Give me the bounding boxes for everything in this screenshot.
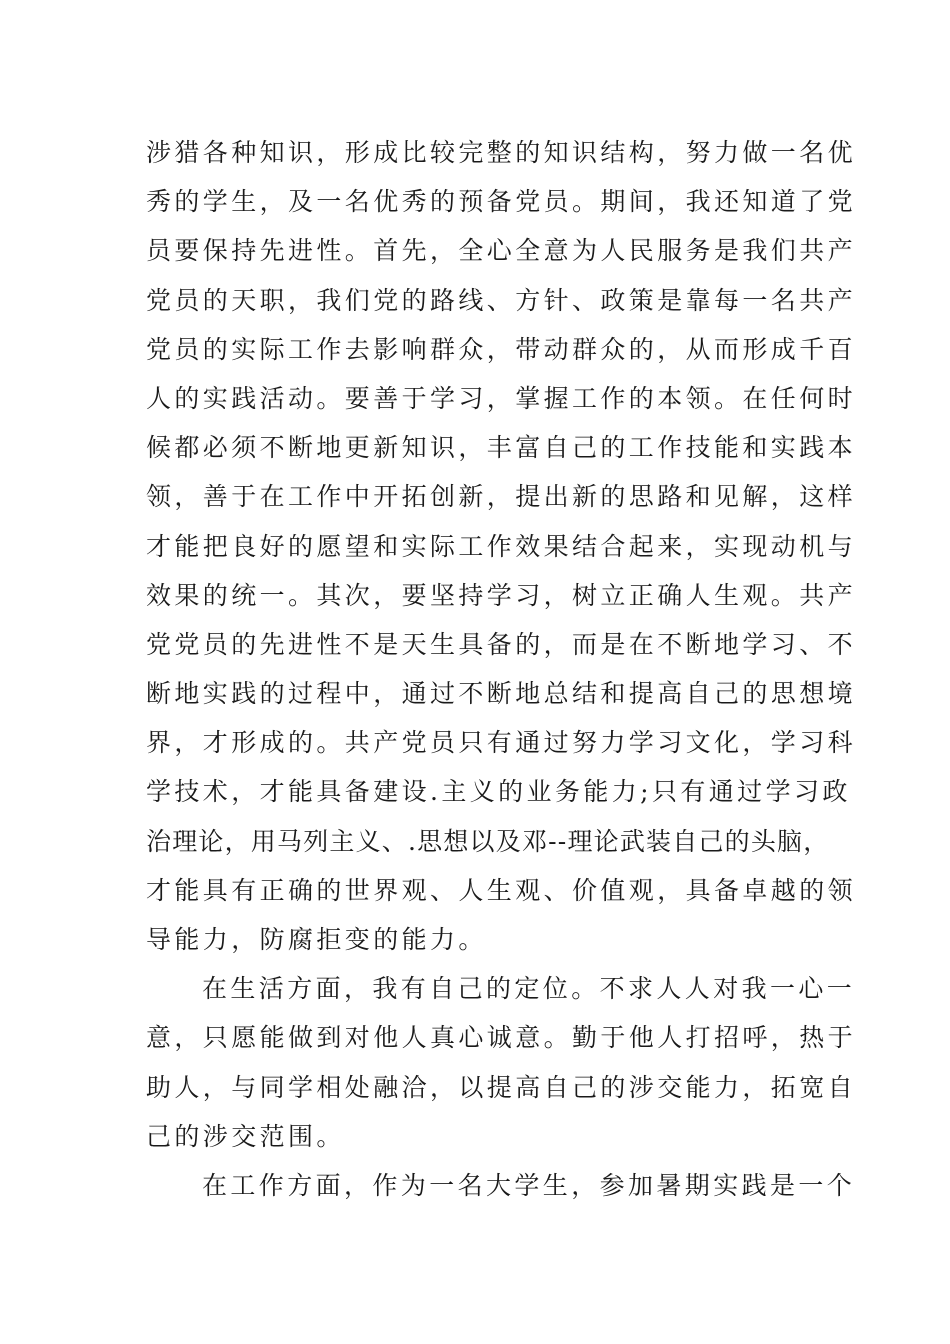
document-body xyxy=(146,128,857,1210)
text-line: 己的涉交范围。 xyxy=(146,1121,345,1151)
text-line: 效果的统一。其次，要坚持学习，树立正确人生观。共产 xyxy=(146,580,857,610)
text-line: 助人，与同学相处融洽，以提高自己的涉交能力，拓宽自 xyxy=(146,1072,857,1102)
paragraph-3 xyxy=(146,1161,856,1210)
text-line: 党员的天职，我们党的路线、方针、政策是靠每一名共产 xyxy=(146,285,857,315)
text-line: 断地实践的过程中，通过不断地总结和提高自己的思想境 xyxy=(146,679,857,709)
text-line: 在工作方面，作为一名大学生，参加暑期实践是一个 xyxy=(202,1170,856,1200)
paragraph-2 xyxy=(146,964,857,1161)
text-line: 导能力，防腐拒变的能力。 xyxy=(146,925,487,954)
text-line: 在生活方面，我有自己的定位。不求人人对我一心一 xyxy=(202,974,856,1004)
text-line: 党员的实际工作去影响群众，带动群众的，从而形成千百 xyxy=(146,334,857,364)
text-line: 界，才形成的。共产党员只有通过努力学习文化，学习科 xyxy=(146,728,857,758)
text-line: 学技术，才能具备建设.主义的业务能力;只有通过学习政 xyxy=(146,777,851,807)
text-line: 治理论，用马列主义、.思想以及邓--理论武装自己的头脑， xyxy=(146,826,830,856)
text-line: 党党员的先进性不是天生具备的，而是在不断地学习、不 xyxy=(146,629,857,659)
paragraph-1 xyxy=(146,128,857,964)
text-line: 意，只愿能做到对他人真心诚意。勤于他人打招呼，热于 xyxy=(146,1023,857,1053)
text-line: 涉猎各种知识，形成比较完整的知识结构，努力做一名优 xyxy=(146,138,857,167)
text-line: 人的实践活动。要善于学习，掌握工作的本领。在任何时 xyxy=(146,383,857,413)
text-line: 秀的学生，及一名优秀的预备党员。期间，我还知道了党 xyxy=(146,187,857,217)
text-line: 才能把良好的愿望和实际工作效果结合起来，实现动机与 xyxy=(146,531,857,561)
text-line: 才能具有正确的世界观、人生观、价值观，具备卓越的领 xyxy=(146,875,857,905)
text-line: 领，善于在工作中开拓创新，提出新的思路和见解，这样 xyxy=(146,482,857,512)
text-line: 员要保持先进性。首先，全心全意为人民服务是我们共产 xyxy=(146,236,857,266)
text-line: 候都必须不断地更新知识，丰富自己的工作技能和实践本 xyxy=(146,433,857,463)
